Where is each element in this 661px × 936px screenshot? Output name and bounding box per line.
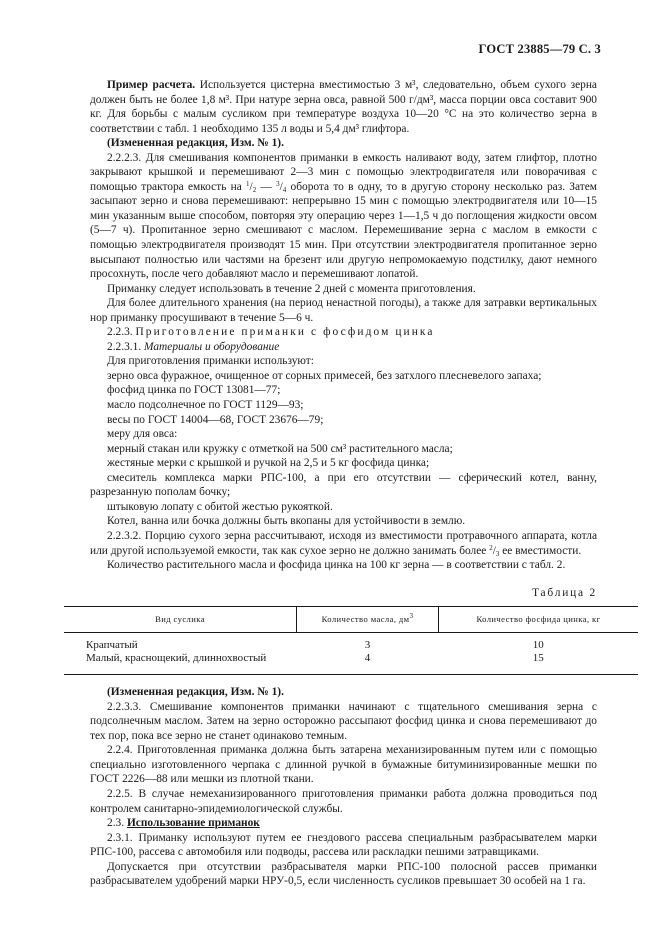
table-header-row bbox=[64, 607, 638, 633]
list-item: зерно овса фуражное, очищенное от сорных примесей, без затхлого плесневелого запаха; bbox=[107, 369, 542, 382]
usage-period: Приманку следует использовать в течение 2 дней с момента приготовления. bbox=[107, 282, 476, 295]
list-item: жестяные мерки с крышкой и ручкой на 2,5 и 5 кг фосфида цинка; bbox=[107, 457, 430, 470]
list-item: весы по ГОСТ 14004—68, ГОСТ 23676—79; bbox=[107, 413, 324, 426]
example-paragraph bbox=[90, 78, 597, 136]
list-item: Для приготовления приманки используют: bbox=[107, 355, 314, 368]
alternative-spreading: Допускается при отсутствии разбрасывателя марки РПС-100 полосной рассев приманки разбрасывателем удобрений марки НРУ-0,5, если численность сусликов превышает 30 особей на 1 га. bbox=[90, 860, 597, 888]
example-text: Используется цистерна вместимостью 3 м³, следовательно, объем сухого зерна должен быть не более 1,8 м³. При натуре зерна овса, равной 500 г/дм³, масса порции овса составит 900 кг. Для борьбы с малым сусликом при температуре воздуха 10—20 °С на это количество зерна в соответствии с табл. 1 необходимо 135 л воды и 5,4 дм³ глифтора. bbox=[90, 79, 597, 135]
table-reference: Количество растительного масла и фосфида цинка на 100 кг зерна — в соответствии с табл. 2. bbox=[107, 559, 566, 572]
clause-2-2-5: 2.2.5. В случае немеханизированного приготовления приманки работа должна проводиться под контролем санитарно-эпидемиологической службы. bbox=[90, 787, 597, 815]
table-cell: 10 bbox=[532, 639, 544, 652]
example-label: Пример расчета. bbox=[107, 79, 196, 91]
table-header-cell: Вид суслика bbox=[64, 607, 297, 633]
table-cell: Крапчатый bbox=[86, 639, 138, 652]
clause-2-2-4: 2.2.4. Приготовленная приманка должна быть затарена механизированным путем или с помощью специально изготовленного черпака с длинной ручкой в бумажные битуминизированные мешки по ГОСТ 2226—88 или мешки из плотной ткани. bbox=[90, 744, 597, 786]
revision-note: (Измененная редакция, Изм. № 1). bbox=[107, 137, 284, 150]
table-header-cell: Количество фосфида цинка, кг bbox=[439, 607, 639, 633]
page-header: ГОСТ 23885—79 С. 3 bbox=[478, 42, 601, 56]
table-cell: 4 bbox=[297, 652, 439, 675]
list-item: фосфид цинка по ГОСТ 13081—77; bbox=[107, 384, 281, 397]
table-cell: 3 bbox=[364, 639, 371, 652]
table-row bbox=[64, 633, 638, 653]
section-2-2-3-1-heading: 2.2.3.1. Материалы и оборудование bbox=[107, 340, 280, 353]
clause-2-3-1: 2.3.1. Приманку используют путем ее гнездового рассева специальным разбрасывателем марки РПС-100, рассева с автомобиля или подводы, рассева или раскладки пешими затравщиками. bbox=[90, 831, 597, 859]
shovel-item: штыковую лопату с обитой жестью рукояткой. bbox=[107, 500, 333, 513]
list-item: меру для овса: bbox=[107, 428, 178, 441]
list-item: масло подсолнечное по ГОСТ 1129—93; bbox=[107, 399, 304, 412]
table-cell: 15 bbox=[439, 652, 639, 675]
table-2 bbox=[64, 606, 638, 675]
container-note: Котел, ванна или бочка должны быть вкопаны для устойчивости в землю. bbox=[107, 515, 466, 528]
storage-note: Для более длительного хранения (на период ненастной погоды), а также для затравки вертикальных нор приманку просушивают в течение 5—6 ч. bbox=[90, 297, 597, 324]
clause-2-2-3-3: 2.2.3.3. Смешивание компонентов приманки начинают с тщательного смешивания зерна с подсолнечным маслом. Затем на зерно осторожно рассыпают фосфид цинка и снова перемешивают до тех пор, пока все зерно не станет одинаково темным. bbox=[90, 700, 597, 742]
revision-note: (Измененная редакция, Изм. № 1). bbox=[107, 686, 284, 699]
clause-2-2-3-2: 2.2.3.2. Порцию сухого зерна рассчитывают, исходя из вместимости протравочного аппарата, котла или другой используемой емкости, так как сухое зерно не должно занимать более $^2/_3$ ее вместимости. bbox=[90, 529, 597, 558]
clause-2-2-2-3: 2.2.2.3. Для смешивания компонентов приманки в емкость наливают воду, затем глифтор, плотно закрывают крышкой и перемешивают 2—3 мин с помощью электродвигателя или поворачивая с помощью трактора емкость на $^1/_2$ — $^3/_4$ оборота то в одну, то в другую сторону несколько раз. Затем засыпают зерно и снова перемешивают: непрерывно 15 мин с помощью электродвигателя или 10—15 мин указанным выше способом, повторяя эту операцию через 1—1,5 ч до поглощения жидкости овсом (5—7 ч). Пропитанное зерно смешивают с маслом. Перемешивание зерна с маслом в емкости с помощью электродвигателя производят 15 мин. При отсутствии электродвигателя пропитанное зерно высыпают полностью или частями на брезент или другую непромокаемую подстилку, дают немного просохнуть, после чего добавляют масло и перемешивают лопатой. bbox=[90, 151, 597, 281]
section-2-2-3-heading: 2.2.3. Приготовление приманки с фосфидом цинка bbox=[107, 326, 435, 339]
section-2-3-heading: 2.3. Использование приманок bbox=[107, 817, 260, 830]
document-body bbox=[86, 78, 601, 889]
table-title: Таблица 2 bbox=[532, 586, 597, 599]
list-item: мерный стакан или кружку с отметкой на 500 см³ растительного масла; bbox=[107, 442, 453, 455]
table-header-cell: Количество масла, $дм^3$ bbox=[297, 607, 439, 633]
mixer-item: смеситель комплекса марки РПС-100, а при его отсутствии — сферический котел, ванну, разрезанную пополам бочку; bbox=[90, 471, 597, 499]
table-cell: Малый, краснощекий, длиннохвостый bbox=[64, 652, 297, 675]
table-row bbox=[64, 652, 638, 675]
